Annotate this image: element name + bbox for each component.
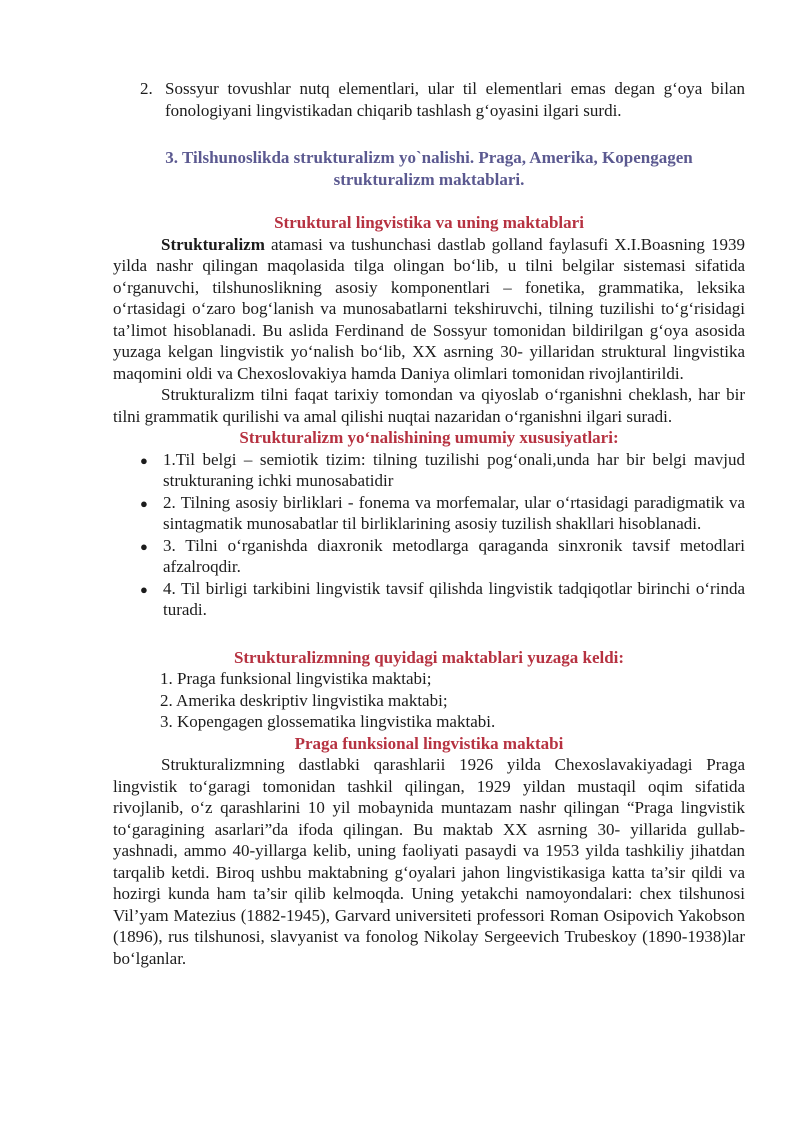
list-item-text: Sossyur tovushlar nutq elementlari, ular til elementlari emas degan g‘oya bilan fonologiyani lingvistikadan chiqarib tashlash g‘oyasini ilgari surdi. <box>165 79 745 120</box>
bullet-text: 1.Til belgi – semiotik tizim: tilning tuzilishi pog‘onali,unda har bir belgi mavjud strukturaning ichki munosabatidir <box>163 449 745 490</box>
bullet-icon: ● <box>140 538 148 554</box>
bullet-item <box>113 578 745 621</box>
school-list-item: 1. Praga funksional lingvistika maktabi; <box>160 669 432 688</box>
bullet-item <box>113 449 745 492</box>
bullet-icon: ● <box>140 581 148 597</box>
bullet-text: 4. Til birligi tarkibini lingvistik tavsif qilishda lingvistik tadqiqotlar birinchi o‘rinda turadi. <box>163 578 745 619</box>
school-list-item: 3. Kopengagen glossematika lingvistika maktabi. <box>160 712 496 731</box>
bullet-text: 2. Tilning asosiy birliklari - fonema va morfemalar, ular o‘rtasidagi paradigmatik va sintagmatik munosabatlar til birliklarining asosiy tuzilish shakllari hisoblanadi. <box>163 492 745 533</box>
heading-schools-list: Strukturalizmning quyidagi maktablari yuzaga keldi: <box>233 647 625 667</box>
bullet-item <box>113 492 745 535</box>
paragraph-structuralism-approach: Strukturalizm tilni faqat tarixiy tomondan va qiyoslab o‘rganishni cheklash, har bir tilni grammatik qurilishi va amal qilishi nuqtai nazaridan o‘rganishni ilgari suradi. <box>113 385 745 426</box>
paragraph-text: atamasi va tushunchasi dastlab golland faylasufi X.I.Boasning 1939 yilda nashr qilingan maqolasida tilga olingan bo‘lib, u tilni belgilar sistemasi sifatida o‘rganuvchi, tilshunoslikning asosiy komponentlari – fonetika, grammatika, leksika o‘rtasidagi o‘zaro bog‘lanish va munosabatlarni tekshiruvchi, tilning tuzilishi to‘g‘risidagi ta’limot hisoblanadi. Bu aslida Ferdinand de Sossyur tomonidan bildirilgan g‘oya asosida yuzaga kelgan lingvistik yo‘nalish bo‘lib, XX asrning 30- yillaridan struktural lingvistika maqomini oldi va Chexoslovakiya hamda Daniya olimlari tomonidan rivojlantirildi. <box>113 234 745 383</box>
bullet-item <box>113 535 745 578</box>
main-section-heading: 3. Tilshunoslikda strukturalizm yo`nalishi. Praga, Amerika, Kopengagen strukturalizm maktablari. <box>165 148 693 189</box>
bullet-text: 3. Tilni o‘rganishda diaxronik metodlarga qaraganda sinxronik tavsif metodlari afzalroqdir. <box>163 535 745 576</box>
document-content <box>113 78 745 969</box>
school-list-item: 2. Amerika deskriptiv lingvistika maktabi; <box>160 690 448 710</box>
bullet-icon: ● <box>140 495 148 511</box>
term-structuralism: Strukturalizm <box>161 234 265 254</box>
bullet-icon: ● <box>140 452 148 468</box>
list-number: 2. <box>140 79 153 98</box>
paragraph-structuralism-definition <box>113 234 745 385</box>
numbered-item-2 <box>113 78 745 121</box>
paragraph-prague-school: Strukturalizmning dastlabki qarashlarii 1926 yilda Chexoslavakiyadagi Praga lingvistik to‘garagi tomonidan tashkil qilingan, 1929 yildan mustaqil oqim sifatida rivojlanib, o‘z qarashlarini 10 yil mobaynida muntazam nashr qilingan “Praga lingvistik to‘garagining asarlari”da ifoda qilingan. Bu maktab XX asrning 30- yillarida gullab-yashnadi, ammo 40-yillarga kelib, uning faoliyati pasaydi va 1953 yilda tashkiliy jihatdan tarqalib ketdi. Biroq ushbu maktabning g‘oyalari jahon lingvistikasiga katta ta’sir qildi va hozirgi kunda ham ta’sir qilib kelmoqda. Uning yetakchi namoyondalari: chex tilshunosi Vil’yam Matezius (1882-1945), Garvard universiteti professori Roman Osipovich Yakobson (1896), rus tilshunosi, slavyanist va fonolog Nikolay Sergeevich Trubeskoy (1890-1938)lar bo‘lganlar. <box>113 755 745 968</box>
heading-structural-linguistics: Struktural lingvistika va uning maktablari <box>274 213 584 232</box>
heading-prague-school: Praga funksional lingvistika maktabi <box>294 733 564 753</box>
heading-general-features: Strukturalizm yo‘nalishining umumiy xususiyatlari: <box>239 428 619 447</box>
